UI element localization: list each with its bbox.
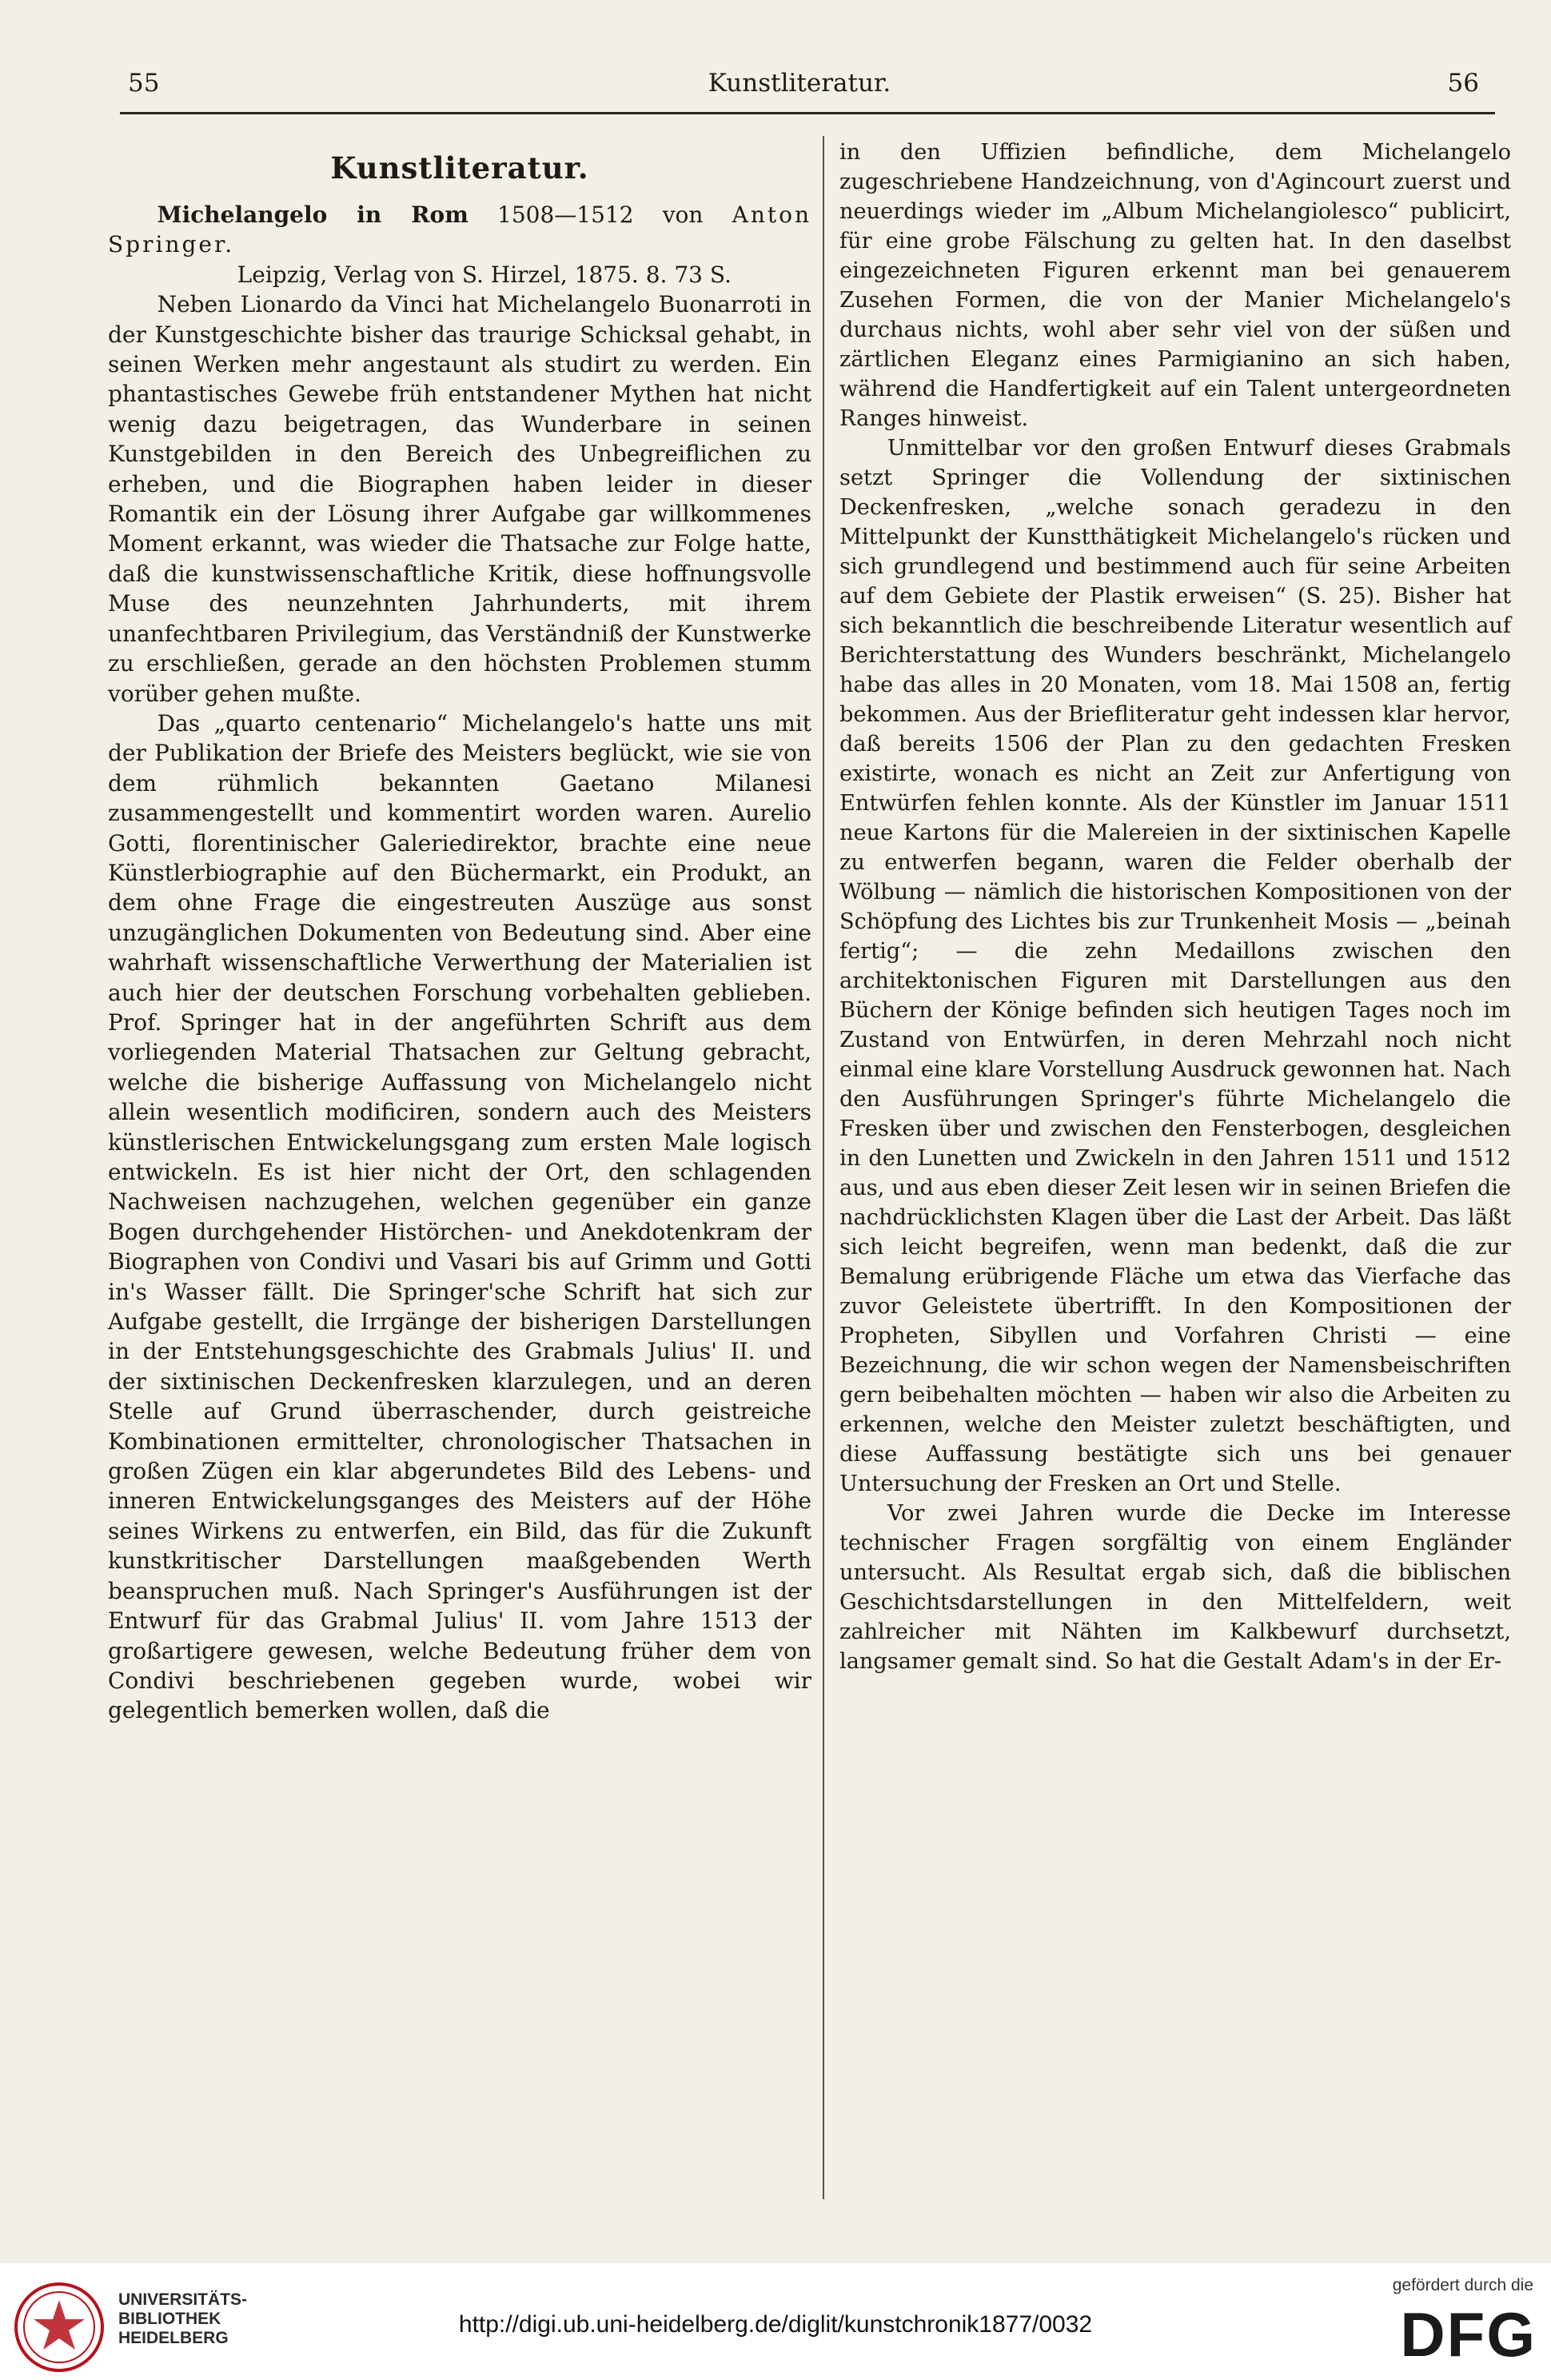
page-number-right: 56: [1447, 69, 1479, 98]
column-divider: [823, 136, 824, 2199]
review-heading: [108, 200, 811, 260]
permalink-link[interactable]: http://digi.ub.uni-heidelberg.de/diglit/kunstchronik1877/0032: [458, 2311, 1093, 2338]
digitization-footer: [0, 2263, 1551, 2380]
section-title: Kunstliteratur.: [330, 150, 589, 186]
paragraph: Unmittelbar vor den großen Entwurf dieses Grabmals setzt Springer die Vollendung der sixtinischen Deckenfresken, „welche sonach geradezu in den Mittelpunkt der Kunstthätigkeit Michelangelo's rücken und sich grundlegend und bestimmend auch für seine Arbeiten auf dem Gebiete der Plastik erweisen“ (S. 25). Bisher hat sich bekanntlich die beschreibende Literatur wesentlich auf Berichterstattung des Wunders beschränkt, Michelangelo habe das alles in 20 Monaten, vom 18. Mai 1508 an, fertig bekommen. Aus der Briefliteratur geht indessen klar hervor, daß bereits 1506 der Plan zu den gedachten Fresken existirte, wonach es nicht an Zeit zur Anfertigung von Entwürfen fehlen konnte. Als der Künstler im Januar 1511 neue Kartons für die Malereien in der sixtinischen Kapelle zu entwerfen begann, waren die Felder oberhalb der Wölbung — nämlich die historischen Kompositionen von der Schöpfung des Lichtes bis zur Trunkenheit Mosis — „beinah fertig“; — die zehn Medaillons zwischen den architektonischen Figuren mit Darstellungen aus den Büchern der Könige befinden sich heutigen Tages noch im Zustand von Entwürfen, in deren Mehrzahl noch nicht einmal eine klare Vorstellung Ausdruck gewonnen hat. Nach den Ausführungen Springer's führte Michelangelo die Fresken über und zwischen den Fensterbogen, desgleichen in den Lunetten und Zwickeln in den Jahren 1511 und 1512 aus, und aus eben dieser Zeit lesen wir in seinen Briefen die nachdrücklichsten Klagen über die Last der Arbeit. Das läßt sich leicht begreifen, wenn man bedenkt, daß die zur Bemalung erübrigende Fläche um etwa das Vierfache das zuvor Geleistete übertrifft. In den Kompositionen der Propheten, Sibyllen und Vorfahren Christi — eine Bezeichnung, die wir schon wegen der Namensbeischriften gern beibehalten möchten — haben wir also die Arbeiten zu erkennen, welche den Meister zuletzt beschäftigten, und diese Auffassung bestätigte sich uns bei genauer Untersuchung der Fresken an Ort und Stelle.: [839, 436, 1511, 1496]
running-head: [120, 62, 1479, 102]
paragraph: in den Uffizien befindliche, dem Michelangelo zugeschriebene Handzeichnung, von d'Agincourt zuerst und neuerdings wieder im „Album Michelangiolesco“ publicirt, für eine grobe Fälschung zu gelten hat. In den daselbst eingezeichneten Figuren erkennt man bei genauerem Zusehen Formen, die von der Manier Michelangelo's durchaus nichts, wohl aber sehr viel von der süßen und zärtlichen Eleganz eines Parmigianino an sich haben, während die Handfertigkeit auf ein Talent untergeordneten Ranges hinweist.: [839, 140, 1511, 431]
dfg-logo: DFG: [1400, 2299, 1537, 2370]
library-name: UNIVERSITÄTS- BIBLIOTHEK HEIDELBERG: [118, 2290, 248, 2347]
publication-line: Leipzig, Verlag von S. Hirzel, 1875. 8. 73 S.: [237, 261, 732, 288]
paragraph: Vor zwei Jahren wurde die Decke im Interesse technischer Fragen sorgfältig von einem Engländer untersucht. Als Resultat ergab sich, daß die biblischen Geschichtsdarstellungen in den Mittelfeldern, weit zahlreicher mit Nähten im Kalkbewurf durchsetzt, langsamer gemalt sind. So hat die Gestalt Adam's in der Er-: [839, 1501, 1511, 1674]
paragraph: Das „quarto centenario“ Michelangelo's hatte uns mit der Publikation der Briefe des Meisters beglückt, wie sie von dem rühmlich bekannten Gaetano Milanesi zusammengestellt und kommentirt worden waren. Aurelio Gotti, florentinischer Galeriedirektor, brachte eine neue Künstlerbiographie auf den Büchermarkt, ein Produkt, an dem ohne Frage die eingestreuten Auszüge aus sonst unzugänglichen Dokumenten von Bedeutung sind. Aber eine wahrhaft wissenschaftliche Verwerthung der Materialien ist auch hier der deutschen Forschung vorbehalten geblieben. Prof. Springer hat in der angeführten Schrift aus dem vorliegenden Material Thatsachen zur Geltung gebracht, welche die bisherige Auffassung von Michelangelo nicht allein wesentlich modificiren, sondern auch des Meisters künstlerischen Entwickelungsgang zum ersten Male logisch entwickeln. Es ist hier nicht der Ort, den schlagenden Nachweisen nachzugehen, welchen gegenüber ein ganze Bogen durchgehender Histörchen- und Anekdotenkram der Biographen von Condivi und Vasari bis auf Grimm und Gotti in's Wasser fällt. Die Springer'sche Schrift hat sich zur Aufgabe gestellt, die Irrgänge der bisherigen Darstellungen in der Entstehungsgeschichte des Grabmals Julius' II. und der sixtinischen Deckenfresken klarzulegen, und an deren Stelle auf Grund überraschender, durch geistreiche Kombinationen ermittelter, chronologischer Thatsachen in großen Zügen ein klar abgerundetes Bild des Lebens- und inneren Entwickelungsganges des Meisters auf der Höhe seines Wirkens zu entwerfen, ein Bild, das für die Zukunft kunstkritischer Darstellungen maaßgebenden Werth beanspruchen muß. Nach Springer's Ausführungen ist der Entwurf für das Grabmal Julius' II. vom Jahre 1513 der großartigere gewesen, welche Bedeutung früher dem von Condivi beschriebenen gegeben wurde, wobei wir gelegentlich bemerken wollen, daß die: [108, 709, 811, 1724]
right-column: [839, 138, 1511, 1676]
page-number-left: 55: [128, 69, 160, 98]
funded-by-label: gefördert durch die: [1392, 2276, 1533, 2294]
left-column: [108, 142, 811, 1726]
header-rule: [120, 112, 1495, 114]
book-title: Michelangelo in Rom: [157, 202, 468, 228]
author-prefix: von: [662, 202, 704, 228]
book-years: 1508—1512: [497, 202, 634, 228]
paragraph: Neben Lionardo da Vinci hat Michelangelo Buonarroti in der Kunstgeschichte bisher das traurige Schicksal gehabt, in seinen Werken mehr angestaunt als studirt zu werden. Ein phantastisches Gewebe früh entstandener Mythen hat nicht wenig dazu beigetragen, das Wunderbare in seinen Kunstgebilden in den Bereich des Unbegreiflichen zu erheben, und die Biographen haben leider in dieser Romantik ein der Lösung ihrer Aufgabe gar willkommenes Moment erkannt, was wieder die Thatsache zur Folge hatte, daß die kunstwissenschaftliche Kritik, diese hoffnungsvolle Muse des neunzehnten Jahrhunderts, mit ihrem unanfechtbaren Privilegium, das Verständniß der Kunstwerke zu erschließen, gerade an den höchsten Problemen stumm vorüber gehen mußte.: [108, 291, 811, 707]
book-author: Anton Springer.: [108, 202, 812, 258]
running-title: Kunstliteratur.: [708, 69, 891, 98]
